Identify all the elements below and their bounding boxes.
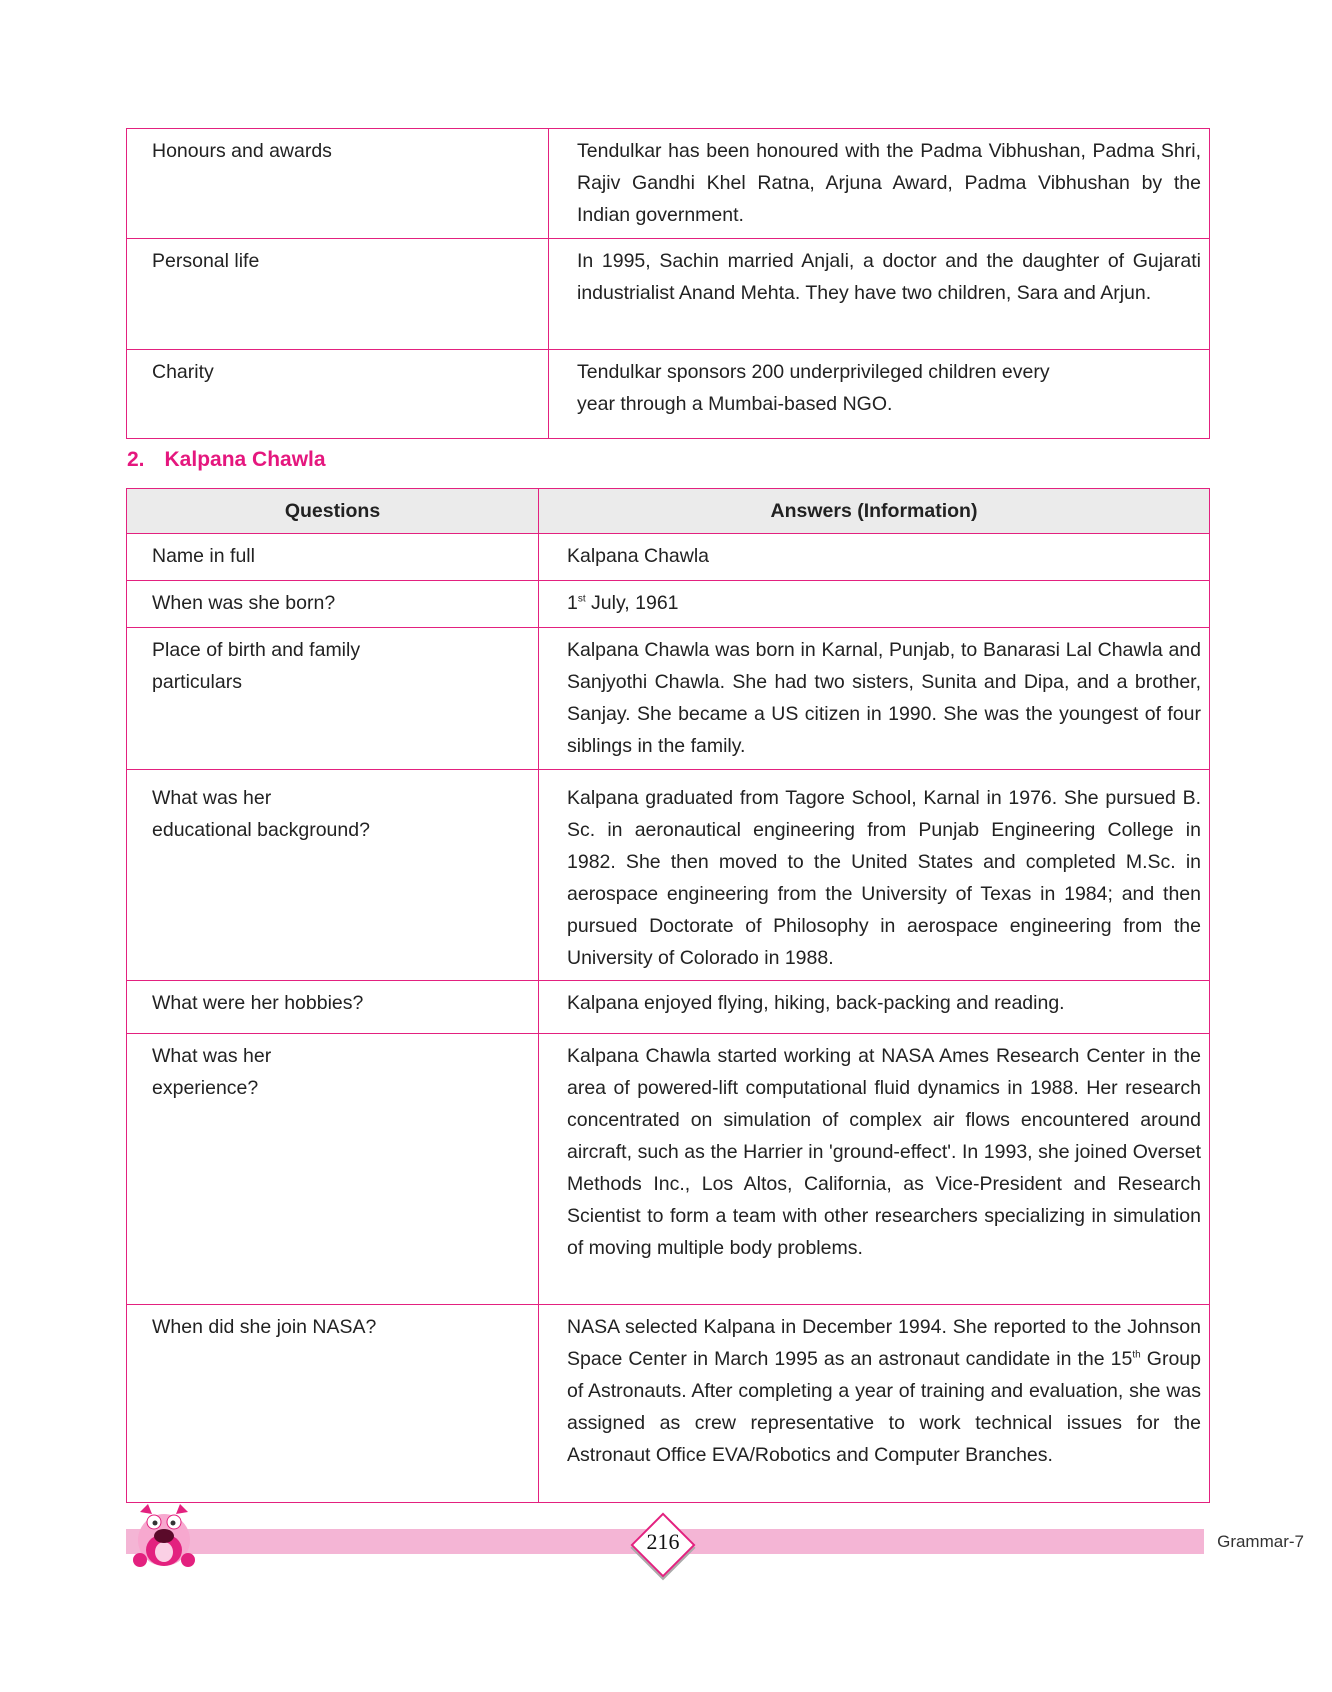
answer-text: NASA selected Kalpana in December 1994. She reported to the Johnson Space Center in March 1995 as an astronaut candidate in the 15	[567, 1316, 1201, 1370]
answer-text: 1	[567, 592, 578, 614]
table-header-row	[127, 489, 1210, 534]
answer-cell: In 1995, Sachin married Anjali, a doctor and the daughter of Gujarati industrialist Anand Mehta. They have two children, Sara and Arjun.	[549, 239, 1210, 350]
question-line: Place of birth and family	[152, 639, 361, 661]
sachin-table-continued	[126, 128, 1210, 439]
monster-mascot-icon	[124, 1500, 204, 1568]
ordinal-suffix: st	[577, 593, 586, 605]
section-title: Kalpana Chawla	[164, 448, 326, 471]
section-heading	[127, 448, 346, 472]
answer-cell	[539, 1305, 1210, 1503]
question-cell: Charity	[127, 350, 549, 439]
ordinal-suffix: th	[1132, 1349, 1141, 1361]
table-row	[127, 628, 1210, 770]
question-line: particulars	[152, 671, 242, 693]
question-cell	[127, 628, 539, 770]
question-cell	[127, 770, 539, 981]
page-number: 216	[646, 1529, 680, 1554]
answer-cell: Kalpana graduated from Tagore School, Karnal in 1976. She pursued B. Sc. in aeronautical engineering from Punjab Engineering College in 1982. She then moved to the United States and completed M.Sc. in aerospace engineering from the University of Texas in 1984; and then pursued Doctorate of Philosophy in aerospace engineering from the University of Colorado in 1988.	[539, 770, 1210, 981]
question-line: What was her	[152, 787, 272, 809]
table-row	[127, 239, 1210, 350]
answer-cell: Kalpana Chawla	[539, 534, 1210, 581]
question-cell: What were her hobbies?	[127, 981, 539, 1034]
answer-cell	[549, 350, 1210, 439]
question-cell	[127, 1034, 539, 1305]
answer-line: Tendulkar sponsors 200 underprivileged children every	[577, 361, 1050, 383]
table-row	[127, 1305, 1210, 1503]
question-cell: Honours and awards	[127, 129, 549, 239]
answer-text: July, 1961	[585, 592, 679, 614]
question-line: educational background?	[152, 819, 370, 841]
question-line: What was her	[152, 1045, 272, 1067]
answer-cell	[539, 581, 1210, 628]
table-row	[127, 581, 1210, 628]
answer-line: year through a Mumbai-based NGO.	[577, 393, 893, 415]
section-number: 2.	[127, 448, 145, 471]
kalpana-chawla-table	[126, 488, 1210, 1503]
table-row	[127, 770, 1210, 981]
answer-cell: Tendulkar has been honoured with the Padma Vibhushan, Padma Shri, Rajiv Gandhi Khel Ratna, Arjuna Award, Padma Vibhushan by the Indian government.	[549, 129, 1210, 239]
book-title: Grammar-7	[1217, 1532, 1304, 1551]
answer-cell: Kalpana Chawla started working at NASA Ames Research Center in the area of powered-lift computational fluid dynamics in 1988. Her research concentrated on simulation of complex air flows encountered around aircraft, such as the Harrier in 'ground-effect'. In 1993, she joined Overset Methods Inc., Los Altos, California, as Vice-President and Research Scientist to form a team with other researchers specializing in simulation of moving multiple body problems.	[539, 1034, 1210, 1305]
question-cell: When was she born?	[127, 581, 539, 628]
question-cell: When did she join NASA?	[127, 1305, 539, 1503]
answer-cell: Kalpana enjoyed flying, hiking, back-packing and reading.	[539, 981, 1210, 1034]
column-header-answers: Answers (Information)	[539, 489, 1210, 534]
question-cell: Name in full	[127, 534, 539, 581]
answer-cell: Kalpana Chawla was born in Karnal, Punjab, to Banarasi Lal Chawla and Sanjyothi Chawla. She had two sisters, Sunita and Dipa, and a brother, Sanjay. She became a US citizen in 1990. She was the youngest of four siblings in the family.	[539, 628, 1210, 770]
answer-text: Group of Astronauts. After completing a year of training and evaluation, she was assigned as crew representative to work technical issues for the Astronaut Office EVA/Robotics and Computer Branches.	[567, 1348, 1201, 1466]
question-cell: Personal life	[127, 239, 549, 350]
table-row	[127, 534, 1210, 581]
question-line: experience?	[152, 1077, 259, 1099]
table-row	[127, 1034, 1210, 1305]
table-row	[127, 981, 1210, 1034]
table-row	[127, 129, 1210, 239]
column-header-questions: Questions	[127, 489, 539, 534]
table-row	[127, 350, 1210, 439]
